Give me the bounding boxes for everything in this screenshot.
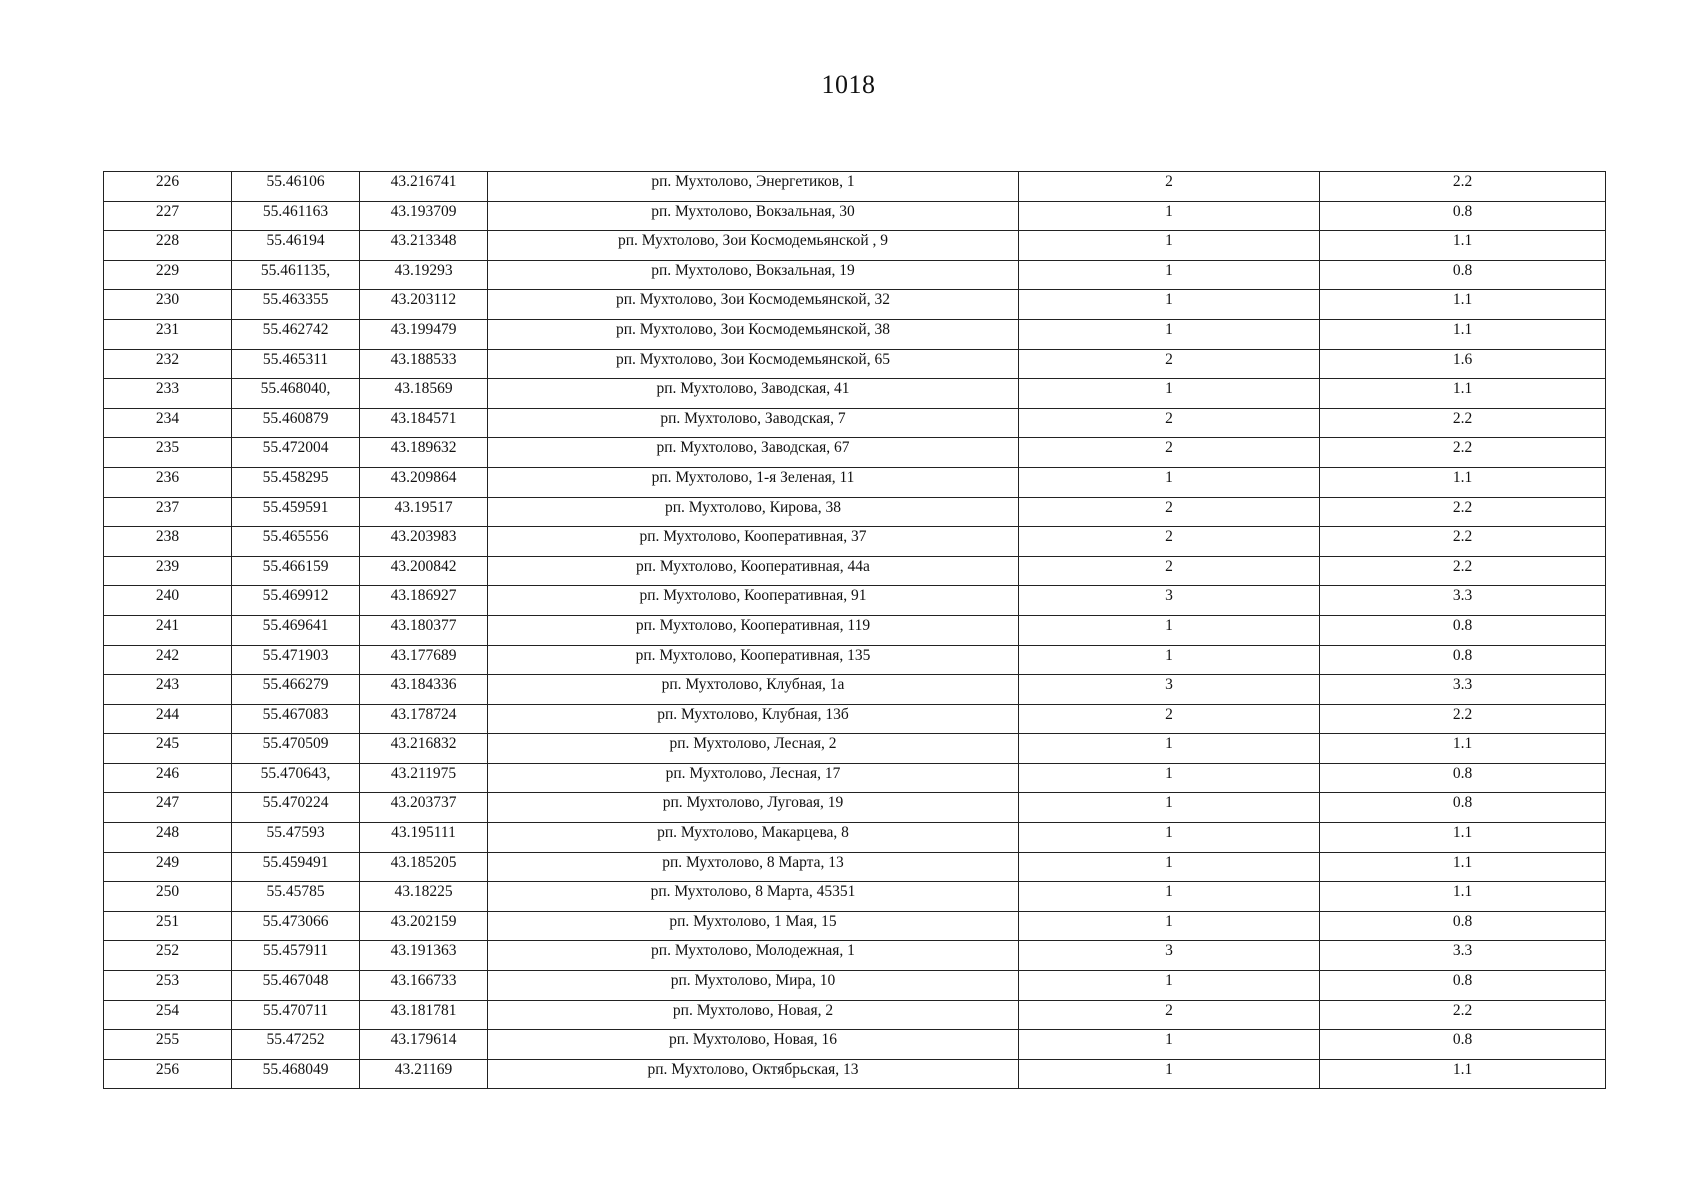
table-row xyxy=(104,882,1606,912)
table-row xyxy=(104,852,1606,882)
volume-cell: 1.1 xyxy=(1320,231,1606,261)
row-number-cell: 237 xyxy=(104,497,232,527)
address-cell: рп. Мухтолово, 8 Марта, 45351 xyxy=(488,882,1019,912)
address-cell: рп. Мухтолово, Зои Космодемьянской, 32 xyxy=(488,290,1019,320)
volume-cell: 2.2 xyxy=(1320,408,1606,438)
longitude-cell: 43.179614 xyxy=(360,1030,488,1060)
volume-cell: 2.2 xyxy=(1320,172,1606,202)
volume-cell: 1.1 xyxy=(1320,319,1606,349)
row-number-cell: 252 xyxy=(104,941,232,971)
table-row xyxy=(104,201,1606,231)
table-row xyxy=(104,704,1606,734)
table-row xyxy=(104,1059,1606,1089)
longitude-cell: 43.186927 xyxy=(360,586,488,616)
volume-cell: 0.8 xyxy=(1320,971,1606,1001)
address-cell: рп. Мухтолово, Клубная, 13б xyxy=(488,704,1019,734)
container-count-cell: 1 xyxy=(1019,793,1320,823)
container-count-cell: 2 xyxy=(1019,497,1320,527)
row-number-cell: 244 xyxy=(104,704,232,734)
container-count-cell: 1 xyxy=(1019,379,1320,409)
table-row xyxy=(104,556,1606,586)
row-number-cell: 226 xyxy=(104,172,232,202)
volume-cell: 1.1 xyxy=(1320,882,1606,912)
address-cell: рп. Мухтолово, 1 Мая, 15 xyxy=(488,911,1019,941)
volume-cell: 1.1 xyxy=(1320,852,1606,882)
table-row xyxy=(104,1000,1606,1030)
latitude-cell: 55.460879 xyxy=(232,408,360,438)
longitude-cell: 43.166733 xyxy=(360,971,488,1001)
volume-cell: 1.1 xyxy=(1320,467,1606,497)
volume-cell: 2.2 xyxy=(1320,497,1606,527)
latitude-cell: 55.465556 xyxy=(232,527,360,557)
latitude-cell: 55.46106 xyxy=(232,172,360,202)
longitude-cell: 43.181781 xyxy=(360,1000,488,1030)
latitude-cell: 55.461163 xyxy=(232,201,360,231)
address-cell: рп. Мухтолово, Вокзальная, 19 xyxy=(488,260,1019,290)
latitude-cell: 55.473066 xyxy=(232,911,360,941)
address-cell: рп. Мухтолово, Вокзальная, 30 xyxy=(488,201,1019,231)
table-row xyxy=(104,675,1606,705)
latitude-cell: 55.463355 xyxy=(232,290,360,320)
latitude-cell: 55.47593 xyxy=(232,823,360,853)
container-count-cell: 1 xyxy=(1019,911,1320,941)
longitude-cell: 43.21169 xyxy=(360,1059,488,1089)
table-row xyxy=(104,971,1606,1001)
data-table xyxy=(103,171,1606,1089)
volume-cell: 1.1 xyxy=(1320,379,1606,409)
address-cell: рп. Мухтолово, Новая, 2 xyxy=(488,1000,1019,1030)
address-cell: рп. Мухтолово, Кооперативная, 135 xyxy=(488,645,1019,675)
longitude-cell: 43.19293 xyxy=(360,260,488,290)
container-count-cell: 1 xyxy=(1019,467,1320,497)
container-count-cell: 2 xyxy=(1019,1000,1320,1030)
latitude-cell: 55.458295 xyxy=(232,467,360,497)
table-row xyxy=(104,734,1606,764)
volume-cell: 2.2 xyxy=(1320,438,1606,468)
container-count-cell: 1 xyxy=(1019,615,1320,645)
container-count-cell: 1 xyxy=(1019,260,1320,290)
latitude-cell: 55.472004 xyxy=(232,438,360,468)
row-number-cell: 243 xyxy=(104,675,232,705)
latitude-cell: 55.467083 xyxy=(232,704,360,734)
table-row xyxy=(104,438,1606,468)
latitude-cell: 55.469912 xyxy=(232,586,360,616)
volume-cell: 2.2 xyxy=(1320,527,1606,557)
address-cell: рп. Мухтолово, Заводская, 67 xyxy=(488,438,1019,468)
row-number-cell: 254 xyxy=(104,1000,232,1030)
latitude-cell: 55.470509 xyxy=(232,734,360,764)
table-row xyxy=(104,823,1606,853)
longitude-cell: 43.195111 xyxy=(360,823,488,853)
longitude-cell: 43.184336 xyxy=(360,675,488,705)
latitude-cell: 55.470711 xyxy=(232,1000,360,1030)
latitude-cell: 55.457911 xyxy=(232,941,360,971)
address-cell: рп. Мухтолово, Кооперативная, 119 xyxy=(488,615,1019,645)
container-count-cell: 1 xyxy=(1019,734,1320,764)
volume-cell: 3.3 xyxy=(1320,586,1606,616)
table-row xyxy=(104,231,1606,261)
table-row xyxy=(104,527,1606,557)
longitude-cell: 43.18225 xyxy=(360,882,488,912)
table-body xyxy=(104,172,1606,1089)
volume-cell: 1.1 xyxy=(1320,823,1606,853)
latitude-cell: 55.468040, xyxy=(232,379,360,409)
longitude-cell: 43.180377 xyxy=(360,615,488,645)
row-number-cell: 235 xyxy=(104,438,232,468)
volume-cell: 1.6 xyxy=(1320,349,1606,379)
latitude-cell: 55.46194 xyxy=(232,231,360,261)
row-number-cell: 249 xyxy=(104,852,232,882)
container-count-cell: 2 xyxy=(1019,408,1320,438)
latitude-cell: 55.470643, xyxy=(232,763,360,793)
address-cell: рп. Мухтолово, Мира, 10 xyxy=(488,971,1019,1001)
table-row xyxy=(104,615,1606,645)
longitude-cell: 43.185205 xyxy=(360,852,488,882)
address-cell: рп. Мухтолово, Луговая, 19 xyxy=(488,793,1019,823)
volume-cell: 0.8 xyxy=(1320,763,1606,793)
volume-cell: 1.1 xyxy=(1320,734,1606,764)
address-cell: рп. Мухтолово, 1-я Зеленая, 11 xyxy=(488,467,1019,497)
latitude-cell: 55.468049 xyxy=(232,1059,360,1089)
row-number-cell: 246 xyxy=(104,763,232,793)
longitude-cell: 43.216741 xyxy=(360,172,488,202)
latitude-cell: 55.459591 xyxy=(232,497,360,527)
container-count-cell: 3 xyxy=(1019,675,1320,705)
container-count-cell: 1 xyxy=(1019,319,1320,349)
container-count-cell: 2 xyxy=(1019,172,1320,202)
volume-cell: 0.8 xyxy=(1320,793,1606,823)
row-number-cell: 234 xyxy=(104,408,232,438)
row-number-cell: 250 xyxy=(104,882,232,912)
volume-cell: 2.2 xyxy=(1320,1000,1606,1030)
container-count-cell: 1 xyxy=(1019,1059,1320,1089)
table-row xyxy=(104,645,1606,675)
row-number-cell: 227 xyxy=(104,201,232,231)
latitude-cell: 55.470224 xyxy=(232,793,360,823)
longitude-cell: 43.177689 xyxy=(360,645,488,675)
longitude-cell: 43.191363 xyxy=(360,941,488,971)
page-number: 1018 xyxy=(821,70,876,99)
container-count-cell: 1 xyxy=(1019,763,1320,793)
longitude-cell: 43.202159 xyxy=(360,911,488,941)
container-count-cell: 2 xyxy=(1019,704,1320,734)
volume-cell: 0.8 xyxy=(1320,260,1606,290)
container-count-cell: 1 xyxy=(1019,852,1320,882)
longitude-cell: 43.188533 xyxy=(360,349,488,379)
address-cell: рп. Мухтолово, Клубная, 1а xyxy=(488,675,1019,705)
table-row xyxy=(104,763,1606,793)
table-row xyxy=(104,1030,1606,1060)
table-row xyxy=(104,319,1606,349)
row-number-cell: 248 xyxy=(104,823,232,853)
row-number-cell: 247 xyxy=(104,793,232,823)
volume-cell: 0.8 xyxy=(1320,645,1606,675)
volume-cell: 1.1 xyxy=(1320,1059,1606,1089)
address-cell: рп. Мухтолово, Кооперативная, 91 xyxy=(488,586,1019,616)
container-count-cell: 1 xyxy=(1019,290,1320,320)
longitude-cell: 43.216832 xyxy=(360,734,488,764)
row-number-cell: 239 xyxy=(104,556,232,586)
table-row xyxy=(104,497,1606,527)
longitude-cell: 43.178724 xyxy=(360,704,488,734)
volume-cell: 3.3 xyxy=(1320,941,1606,971)
volume-cell: 2.2 xyxy=(1320,556,1606,586)
row-number-cell: 238 xyxy=(104,527,232,557)
address-cell: рп. Мухтолово, Заводская, 41 xyxy=(488,379,1019,409)
latitude-cell: 55.47252 xyxy=(232,1030,360,1060)
address-cell: рп. Мухтолово, Молодежная, 1 xyxy=(488,941,1019,971)
volume-cell: 1.1 xyxy=(1320,290,1606,320)
longitude-cell: 43.203112 xyxy=(360,290,488,320)
container-count-cell: 2 xyxy=(1019,527,1320,557)
latitude-cell: 55.466159 xyxy=(232,556,360,586)
row-number-cell: 240 xyxy=(104,586,232,616)
latitude-cell: 55.466279 xyxy=(232,675,360,705)
address-cell: рп. Мухтолово, Макарцева, 8 xyxy=(488,823,1019,853)
address-cell: рп. Мухтолово, Лесная, 2 xyxy=(488,734,1019,764)
row-number-cell: 255 xyxy=(104,1030,232,1060)
address-cell: рп. Мухтолово, Зои Космодемьянской, 38 xyxy=(488,319,1019,349)
row-number-cell: 242 xyxy=(104,645,232,675)
address-cell: рп. Мухтолово, Зои Космодемьянской, 65 xyxy=(488,349,1019,379)
row-number-cell: 230 xyxy=(104,290,232,320)
latitude-cell: 55.467048 xyxy=(232,971,360,1001)
container-count-cell: 1 xyxy=(1019,882,1320,912)
row-number-cell: 245 xyxy=(104,734,232,764)
row-number-cell: 241 xyxy=(104,615,232,645)
container-count-cell: 1 xyxy=(1019,201,1320,231)
longitude-cell: 43.184571 xyxy=(360,408,488,438)
row-number-cell: 228 xyxy=(104,231,232,261)
table-row xyxy=(104,467,1606,497)
address-cell: рп. Мухтолово, Кооперативная, 44а xyxy=(488,556,1019,586)
address-cell: рп. Мухтолово, 8 Марта, 13 xyxy=(488,852,1019,882)
latitude-cell: 55.459491 xyxy=(232,852,360,882)
volume-cell: 2.2 xyxy=(1320,704,1606,734)
longitude-cell: 43.193709 xyxy=(360,201,488,231)
volume-cell: 0.8 xyxy=(1320,911,1606,941)
address-cell: рп. Мухтолово, Зои Космодемьянской , 9 xyxy=(488,231,1019,261)
row-number-cell: 233 xyxy=(104,379,232,409)
container-count-cell: 1 xyxy=(1019,823,1320,853)
longitude-cell: 43.19517 xyxy=(360,497,488,527)
table-row xyxy=(104,349,1606,379)
container-count-cell: 3 xyxy=(1019,941,1320,971)
latitude-cell: 55.471903 xyxy=(232,645,360,675)
container-count-cell: 2 xyxy=(1019,438,1320,468)
table-row xyxy=(104,793,1606,823)
table-row xyxy=(104,290,1606,320)
longitude-cell: 43.203737 xyxy=(360,793,488,823)
row-number-cell: 231 xyxy=(104,319,232,349)
table-row xyxy=(104,172,1606,202)
longitude-cell: 43.213348 xyxy=(360,231,488,261)
container-count-cell: 2 xyxy=(1019,349,1320,379)
volume-cell: 0.8 xyxy=(1320,1030,1606,1060)
table-row xyxy=(104,379,1606,409)
table-row xyxy=(104,408,1606,438)
table-row xyxy=(104,941,1606,971)
container-count-cell: 1 xyxy=(1019,1030,1320,1060)
longitude-cell: 43.189632 xyxy=(360,438,488,468)
address-cell: рп. Мухтолово, Заводская, 7 xyxy=(488,408,1019,438)
address-cell: рп. Мухтолово, Кирова, 38 xyxy=(488,497,1019,527)
container-count-cell: 1 xyxy=(1019,231,1320,261)
row-number-cell: 256 xyxy=(104,1059,232,1089)
container-count-cell: 2 xyxy=(1019,556,1320,586)
address-cell: рп. Мухтолово, Кооперативная, 37 xyxy=(488,527,1019,557)
longitude-cell: 43.211975 xyxy=(360,763,488,793)
address-cell: рп. Мухтолово, Новая, 16 xyxy=(488,1030,1019,1060)
latitude-cell: 55.465311 xyxy=(232,349,360,379)
row-number-cell: 236 xyxy=(104,467,232,497)
table-row xyxy=(104,586,1606,616)
address-cell: рп. Мухтолово, Октябрьская, 13 xyxy=(488,1059,1019,1089)
volume-cell: 0.8 xyxy=(1320,201,1606,231)
row-number-cell: 253 xyxy=(104,971,232,1001)
row-number-cell: 251 xyxy=(104,911,232,941)
latitude-cell: 55.469641 xyxy=(232,615,360,645)
container-count-cell: 1 xyxy=(1019,971,1320,1001)
volume-cell: 0.8 xyxy=(1320,615,1606,645)
volume-cell: 3.3 xyxy=(1320,675,1606,705)
longitude-cell: 43.200842 xyxy=(360,556,488,586)
latitude-cell: 55.461135, xyxy=(232,260,360,290)
address-cell: рп. Мухтолово, Энергетиков, 1 xyxy=(488,172,1019,202)
row-number-cell: 232 xyxy=(104,349,232,379)
longitude-cell: 43.18569 xyxy=(360,379,488,409)
container-count-cell: 3 xyxy=(1019,586,1320,616)
table-row xyxy=(104,260,1606,290)
longitude-cell: 43.199479 xyxy=(360,319,488,349)
latitude-cell: 55.462742 xyxy=(232,319,360,349)
longitude-cell: 43.209864 xyxy=(360,467,488,497)
table-row xyxy=(104,911,1606,941)
latitude-cell: 55.45785 xyxy=(232,882,360,912)
address-cell: рп. Мухтолово, Лесная, 17 xyxy=(488,763,1019,793)
container-count-cell: 1 xyxy=(1019,645,1320,675)
row-number-cell: 229 xyxy=(104,260,232,290)
longitude-cell: 43.203983 xyxy=(360,527,488,557)
